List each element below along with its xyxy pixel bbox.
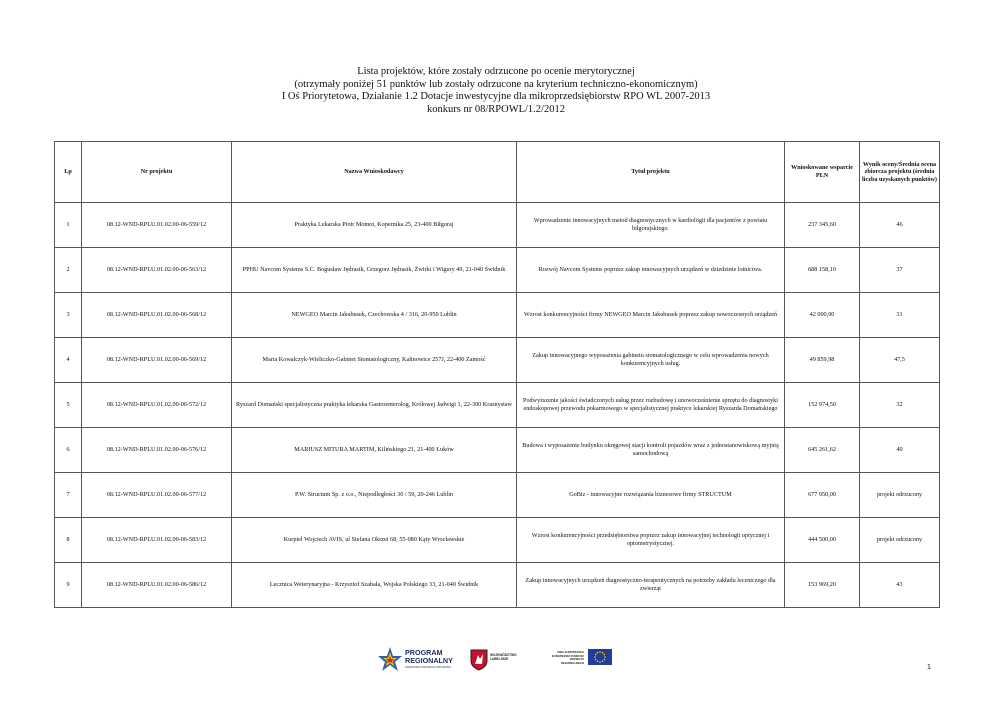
cell-lp: 5 bbox=[55, 383, 82, 428]
cell-tytul: Wzrost konkurencyjności firmy NEWGEO Marcin Jakubusek poprzez zakup nowoczesnych urządzeń bbox=[517, 293, 785, 338]
table-row bbox=[55, 203, 940, 248]
cell-nr: 08.12-WND-RPLU.01.02.00-06-577/12 bbox=[82, 473, 232, 518]
table-row bbox=[55, 293, 940, 338]
table-row bbox=[55, 563, 940, 608]
cell-wnioskodawca: Kurpiel Wojciech AVIS, ul Stefana Okrzei 68, 55-080 Kąty Wrocławskie bbox=[232, 518, 517, 563]
cell-wynik: 40 bbox=[860, 428, 940, 473]
page-number: 1 bbox=[927, 664, 931, 671]
program-label-1: PROGRAM bbox=[405, 648, 443, 657]
cell-nr: 08.12-WND-RPLU.01.02.00-06-576/12 bbox=[82, 428, 232, 473]
cell-wynik: 32 bbox=[860, 383, 940, 428]
table-row bbox=[55, 248, 940, 293]
cell-wnioskodawca: NEWGEO Marcin Jakubusek, Czechowska 4 / 316, 20-950 Lublin bbox=[232, 293, 517, 338]
header-wnioskodawca: Nazwa Wnioskodawcy bbox=[232, 142, 517, 203]
eu-flag-icon bbox=[588, 649, 612, 665]
cell-lp: 8 bbox=[55, 518, 82, 563]
cell-wynik: 46 bbox=[860, 203, 940, 248]
table-row bbox=[55, 383, 940, 428]
cell-nr: 08.12-WND-RPLU.01.02.00-06-572/12 bbox=[82, 383, 232, 428]
table-row bbox=[55, 473, 940, 518]
cell-lp: 9 bbox=[55, 563, 82, 608]
cell-wnioskodawca: Lecznica Weterynaryjna - Krzysztof Szabała, Wojska Polskiego 33, 21-040 Świdnik bbox=[232, 563, 517, 608]
cell-wsparcie: 677 950,00 bbox=[785, 473, 860, 518]
cell-tytul: Zakup innowacyjnych urządzeń diagnostyczno-terapeutycznych na potrzeby zakładu leczniczego dla zwierząt bbox=[517, 563, 785, 608]
cell-tytul: Zakup innowacyjnego wyposażenia gabinetu stomatologicznego w celu wprowadzenia nowych konkurencyjnych usług. bbox=[517, 338, 785, 383]
cell-nr: 08.12-WND-RPLU.01.02.00-06-568/12 bbox=[82, 293, 232, 338]
cell-nr: 08.12-WND-RPLU.01.02.00-06-583/12 bbox=[82, 518, 232, 563]
title-line-4: konkurs nr 08/RPOWL/1.2/2012 bbox=[427, 103, 565, 115]
header-nr-projektu: Nr projektu bbox=[82, 142, 232, 203]
cell-wsparcie: 42 000,00 bbox=[785, 293, 860, 338]
cell-wsparcie: 688 158,10 bbox=[785, 248, 860, 293]
cell-wsparcie: 153 969,20 bbox=[785, 563, 860, 608]
cell-wynik: 31 bbox=[860, 293, 940, 338]
cell-nr: 08.12-WND-RPLU.01.02.00-06-563/12 bbox=[82, 248, 232, 293]
cell-wsparcie: 49 859,98 bbox=[785, 338, 860, 383]
header-lp: Lp bbox=[55, 142, 82, 203]
cell-wnioskodawca: MARIUSZ MITURA MARTIM, Kilińskiego 21, 21-400 Łuków bbox=[232, 428, 517, 473]
document-title bbox=[0, 66, 992, 116]
eu-label: UNIA EUROPEJSKA EUROPEJSKI FUNDUSZ ROZWOJU REGIONALNEGO bbox=[551, 650, 584, 665]
cell-tytul: Rozwój Navcom Systems poprzez zakup innowacyjnych urządzeń w dziedzinie lotnictwa. bbox=[517, 248, 785, 293]
cell-lp: 4 bbox=[55, 338, 82, 383]
cell-lp: 1 bbox=[55, 203, 82, 248]
lubelskie-logo bbox=[470, 648, 530, 674]
cell-wynik: 47,5 bbox=[860, 338, 940, 383]
cell-wynik: projekt odrzucony bbox=[860, 518, 940, 563]
cell-wsparcie: 645 261,62 bbox=[785, 428, 860, 473]
cell-nr: 08.12-WND-RPLU.01.02.00-06-586/12 bbox=[82, 563, 232, 608]
cell-wynik: projekt odrzucony bbox=[860, 473, 940, 518]
header-tytul: Tytuł projektu bbox=[517, 142, 785, 203]
cell-nr: 08.12-WND-RPLU.01.02.00-06-569/12 bbox=[82, 338, 232, 383]
cell-wsparcie: 152 974,50 bbox=[785, 383, 860, 428]
cell-wnioskodawca: P.W. Structum Sp. z o.o., Niepodległości 30 / 59, 20-246 Lublin bbox=[232, 473, 517, 518]
title-line-3: I Oś Priorytetowa, Działanie 1.2 Dotacje inwestycyjne dla mikroprzedsiębiorstw RPO WL 2007-2013 bbox=[281, 91, 711, 103]
cell-lp: 3 bbox=[55, 293, 82, 338]
header-wynik: Wynik oceny/Średnia ocena zbiorcza projektu (średnia liczba uzyskanych punktów) bbox=[860, 142, 940, 203]
projects-table bbox=[54, 141, 940, 608]
table-row bbox=[55, 428, 940, 473]
title-line-2: (otrzymały poniżej 51 punktów lub zostały odrzucone na kryterium techniczno-ekonomicznym) bbox=[294, 78, 698, 90]
title-line-1: Lista projektów, które zostały odrzucone po ocenie merytorycznej bbox=[357, 66, 635, 77]
cell-nr: 08.12-WND-RPLU.01.02.00-06-559/12 bbox=[82, 203, 232, 248]
cell-wnioskodawca: Maria Kowalczyk-Wieliczko-Gabinet Stomatologiczny, Kalinowice 257J, 22-400 Zamość bbox=[232, 338, 517, 383]
table-row bbox=[55, 338, 940, 383]
lubelskie-label: WOJEWÓDZTWO LUBELSKIE bbox=[490, 653, 517, 661]
lubelskie-crest-icon bbox=[470, 649, 488, 671]
cell-wynik: 43 bbox=[860, 563, 940, 608]
program-label-2: REGIONALNY bbox=[405, 656, 453, 665]
cell-wnioskodawca: Praktyka Lekarska Piotr Momot, Kopernika 25, 23-400 Biłgoraj bbox=[232, 203, 517, 248]
cell-tytul: Podwyższenie jakości świadczonych usług przez rozbudowę i unowocześnienie sprzętu do diagnostyki endoskopowej przewodu pokarmowego w specjalistycznej praktyce lekarskiej Ryszarda Domańskiego bbox=[517, 383, 785, 428]
cell-wnioskodawca: Ryszard Domański specjalistyczna praktyka lekarska Gastroenterolog, Królowej Jadwigi 1, 22-300 Krasnystaw bbox=[232, 383, 517, 428]
cell-tytul: Budowa i wyposażenie budynku okręgowej stacji kontroli pojazdów wraz z jednostanowiskową myjnią samochodową bbox=[517, 428, 785, 473]
cell-wnioskodawca: PPHU Navcom Systems S.C. Bogusław Jędrasik, Grzegorz Jędrasik, Żwirki i Wigury 49, 21-040 Świdnik bbox=[232, 248, 517, 293]
fundusze-star-icon bbox=[378, 647, 402, 675]
cell-wsparcie: 237 345,60 bbox=[785, 203, 860, 248]
cell-tytul: Wprowadzenie innowacyjnych metod diagnostycznych w kardiologii dla pacjentów z powiatu biłgorajskiego. bbox=[517, 203, 785, 248]
cell-lp: 2 bbox=[55, 248, 82, 293]
table-header-row bbox=[55, 142, 940, 203]
cell-tytul: GoBiz - innowacyjne rozwiązania biznesowe firmy STRUCTUM bbox=[517, 473, 785, 518]
table-row bbox=[55, 518, 940, 563]
cell-lp: 6 bbox=[55, 428, 82, 473]
program-subtitle: NARODOWA STRATEGIA SPÓJNOŚCI bbox=[405, 666, 452, 669]
eu-logo bbox=[548, 648, 613, 670]
cell-tytul: Wzrost konkurencyjności przedsiębiorstwa poprzez zakup innowacyjnej technologii optycznej i optometrystycznej. bbox=[517, 518, 785, 563]
cell-wsparcie: 444 500,00 bbox=[785, 518, 860, 563]
program-regionalny-logo bbox=[378, 645, 458, 677]
cell-wynik: 37 bbox=[860, 248, 940, 293]
cell-lp: 7 bbox=[55, 473, 82, 518]
header-wsparcie: Wnioskowane wsparcie PLN bbox=[785, 142, 860, 203]
